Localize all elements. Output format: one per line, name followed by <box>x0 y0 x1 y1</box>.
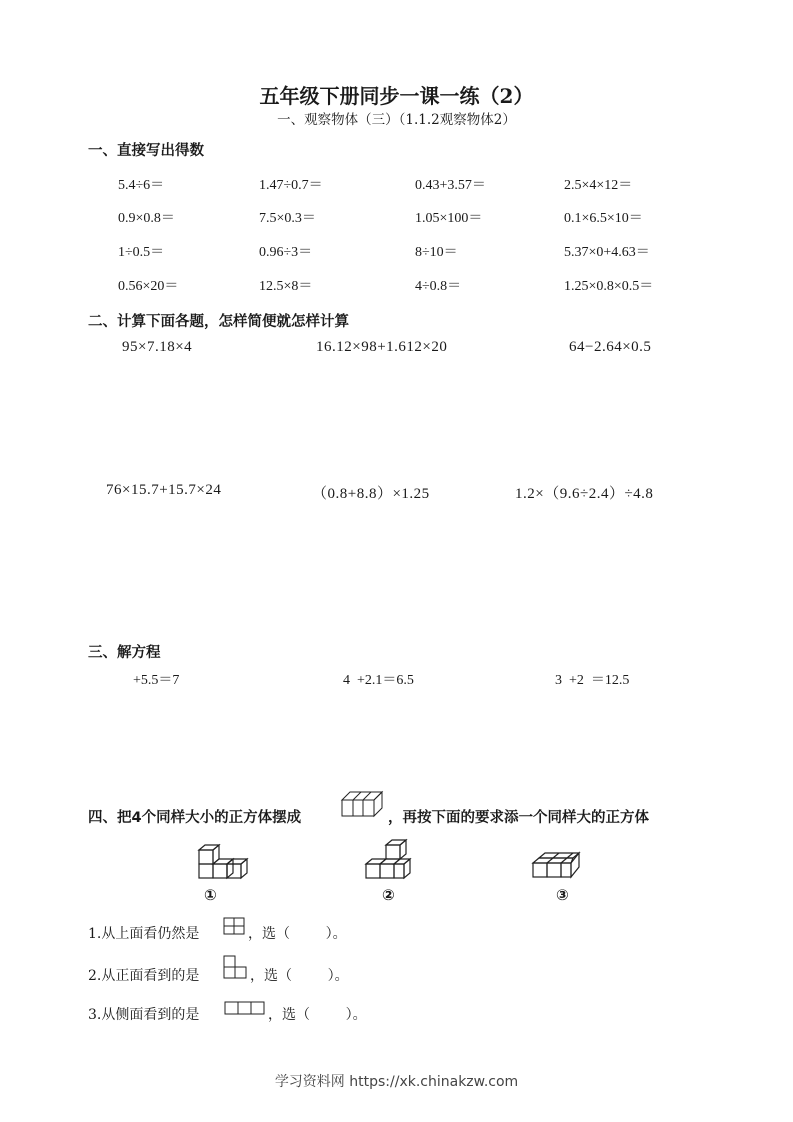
oral-calc-item: 2.5×4×12＝ <box>564 178 633 193</box>
top-view-grid-icon <box>223 917 247 937</box>
equation: 3 +2 ＝12.5 <box>555 673 630 688</box>
oral-calc-item: 12.5×8＝ <box>259 279 313 294</box>
option-label-3: ③ <box>556 886 569 904</box>
oral-calc-item: 0.1×6.5×10＝ <box>564 211 643 226</box>
section1-heading: 一、直接写出得数 <box>88 143 204 159</box>
oral-calc-item: 4÷0.8＝ <box>415 279 462 294</box>
section4-heading-end: ，再按下面的要求添一个同样大的正方体 <box>388 810 649 826</box>
option-figure-3 <box>532 850 584 886</box>
side-view-shape-icon <box>224 1001 266 1017</box>
option-label-2: ② <box>382 886 395 904</box>
oral-calc-item: 5.37×0+4.63＝ <box>564 245 650 260</box>
question-3-answer[interactable]: ，选（ ）。 <box>268 1007 367 1023</box>
page-subtitle: 一、观察物体（三）（1.1.2观察物体2） <box>277 112 516 128</box>
option-figure-2 <box>365 844 415 886</box>
calc-problem: 16.12×98+1.612×20 <box>316 339 448 355</box>
oral-calc-item: 1.05×100＝ <box>415 211 483 226</box>
oral-calc-item: 0.56×20＝ <box>118 279 179 294</box>
page-title: 五年级下册同步一课一练（2） <box>259 84 534 108</box>
calc-problem: 95×7.18×4 <box>122 339 193 355</box>
question-3-text: 3.从侧面看到的是 <box>88 1007 200 1023</box>
four-cube-row-figure <box>341 788 385 818</box>
oral-calc-item: 0.96÷3＝ <box>259 245 313 260</box>
oral-calc-item: 8÷10＝ <box>415 245 458 260</box>
oral-calc-item: 0.9×0.8＝ <box>118 211 175 226</box>
section3-heading: 三、解方程 <box>88 645 161 661</box>
question-2-answer[interactable]: ，选（ ）。 <box>250 968 349 984</box>
oral-calc-item: 1.25×0.8×0.5＝ <box>564 279 654 294</box>
footer-watermark[interactable]: 学习资料网 https://xk.chinakzw.com <box>274 1074 519 1090</box>
oral-calc-item: 7.5×0.3＝ <box>259 211 316 226</box>
section4-heading-start: 四、把4个同样大小的正方体摆成 <box>88 810 302 826</box>
calc-problem: 76×15.7+15.7×24 <box>106 482 222 498</box>
calc-problem: 1.2×（9.6÷2.4）÷4.8 <box>515 486 654 502</box>
oral-calc-item: 1.47÷0.7＝ <box>259 178 323 193</box>
calc-problem: 64−2.64×0.5 <box>569 339 652 355</box>
equation: +5.5＝7 <box>133 673 180 688</box>
option-figure-1 <box>198 844 248 886</box>
oral-calc-item: 5.4÷6＝ <box>118 178 165 193</box>
option-label-1: ① <box>204 886 217 904</box>
question-1-answer[interactable]: ，选（ ）。 <box>248 926 347 942</box>
oral-calc-item: 1÷0.5＝ <box>118 245 165 260</box>
front-view-shape-icon <box>223 955 249 981</box>
question-2-text: 2.从正面看到的是 <box>88 968 200 984</box>
section2-heading: 二、计算下面各题，怎样简便就怎样计算 <box>88 314 349 330</box>
oral-calc-item: 0.43+3.57＝ <box>415 178 486 193</box>
equation: 4 +2.1＝6.5 <box>343 673 414 688</box>
calc-problem: （0.8+8.8）×1.25 <box>312 486 430 502</box>
question-1-text: 1.从上面看仍然是 <box>88 926 200 942</box>
